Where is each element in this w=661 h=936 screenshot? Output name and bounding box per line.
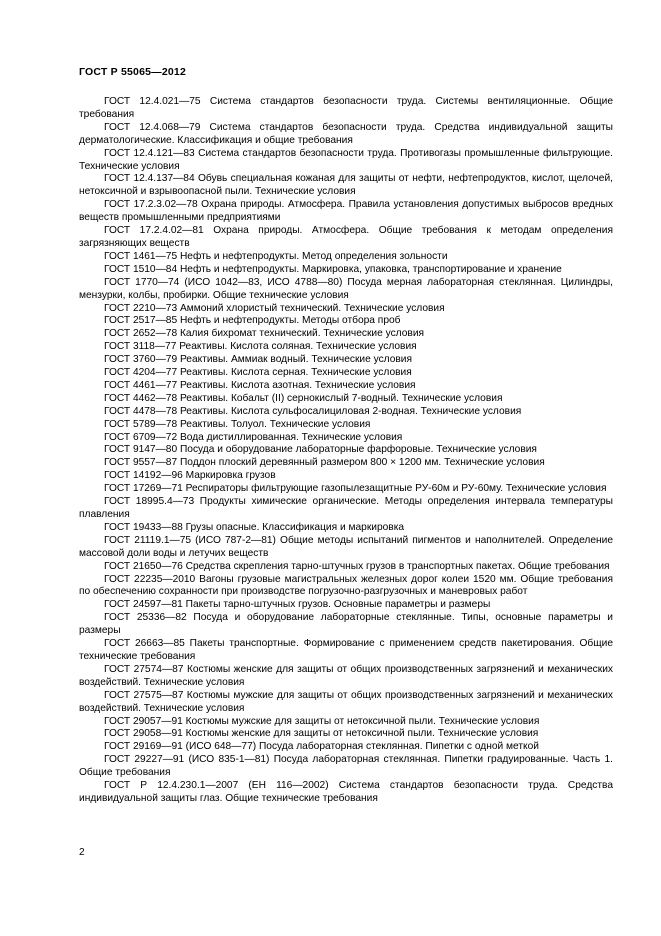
reference-entry: ГОСТ 29058—91 Костюмы женские для защиты от нетоксичной пыли. Технические условия (104, 728, 539, 740)
reference-entry: ГОСТ 21119.1—75 (ИСО 787-2—81) Общие методы испытаний пигментов и наполнителей. Определение массовой доли воды и летучих веществ (79, 534, 613, 559)
reference-entry: ГОСТ 14192—96 Маркировка грузов (104, 470, 276, 482)
reference-entry: ГОСТ 26663—85 Пакеты транспортные. Формирование с применением средств пакетирования. Общие технические требования (79, 638, 613, 662)
reference-entry: ГОСТ 1510—84 Нефть и нефтепродукты. Маркировка, упаковка, транспортирование и хранение (104, 263, 562, 275)
document-number-header: ГОСТ Р 55065—2012 (79, 66, 187, 78)
reference-entry: ГОСТ 21650—76 Средства скрепления тарно-штучных грузов в транспортных пакетах. Общие требования (104, 560, 610, 572)
normative-references-list (79, 96, 613, 806)
reference-entry: ГОСТ 12.4.068—79 Система стандартов безопасности труда. Средства индивидуальной защиты дерматологические. Классификация и общие требования (79, 121, 613, 146)
reference-entry: ГОСТ 25336—82 Посуда и оборудование лабораторные стеклянные. Типы, основные параметры и размеры (79, 612, 613, 637)
reference-entry: ГОСТ 2210—73 Аммоний хлористый технический. Технические условия (104, 302, 445, 314)
reference-entry: ГОСТ 5789—78 Реактивы. Толуол. Технические условия (104, 418, 371, 430)
reference-entry: ГОСТ 9147—80 Посуда и оборудование лабораторные фарфоровые. Технические условия (104, 444, 537, 456)
reference-entry: ГОСТ 9557—87 Поддон плоский деревянный размером 800 × 1200 мм. Технические условия (104, 457, 545, 469)
reference-entry: ГОСТ 2517—85 Нефть и нефтепродукты. Методы отбора проб (104, 315, 401, 327)
reference-entry: ГОСТ 17269—71 Респираторы фильтрующие газопылезащитные РУ-60м и РУ-60му. Технические условия (104, 483, 607, 495)
reference-entry: ГОСТ 2652—78 Калия бихромат технический. Технические условия (104, 328, 425, 340)
reference-entry: ГОСТ 17.2.3.02—78 Охрана природы. Атмосфера. Правила установления допустимых выбросов вредных веществ промышленными предприятиями (79, 199, 613, 224)
reference-entry: ГОСТ 27575—87 Костюмы мужские для защиты от общих производственных загрязнений и механических воздействий. Технические условия (79, 689, 613, 714)
reference-entry: ГОСТ 3118—77 Реактивы. Кислота соляная. Технические условия (104, 341, 417, 353)
reference-entry: ГОСТ 29227—91 (ИСО 835-1—81) Посуда лабораторная стеклянная. Пипетки градуированные. Часть 1. Общие требования (79, 754, 613, 779)
reference-entry: ГОСТ 27574—87 Костюмы женские для защиты от общих производственных загрязнений и механических воздействий. Технические условия (79, 663, 613, 688)
reference-entry: ГОСТ 4204—77 Реактивы. Кислота серная. Технические условия (104, 367, 412, 379)
reference-entry: ГОСТ 29057—91 Костюмы мужские для защиты от нетоксичной пыли. Технические условия (104, 715, 540, 727)
reference-entry: ГОСТ 29169—91 (ИСО 648—77) Посуда лабораторная стеклянная. Пипетки с одной меткой (104, 741, 539, 753)
reference-entry: ГОСТ 12.4.021—75 Система стандартов безопасности труда. Системы вентиляционные. Общие требования (79, 96, 613, 120)
reference-entry: ГОСТ 22235—2010 Вагоны грузовые магистральных железных дорог колеи 1520 мм. Общие требования по обеспечению сохранности при производстве погрузочно-разгрузочных и маневровых работ (79, 573, 613, 598)
reference-entry: ГОСТ 4461—77 Реактивы. Кислота азотная. Технические условия (104, 379, 416, 391)
page-number: 2 (79, 847, 85, 858)
reference-entry: ГОСТ 1461—75 Нефть и нефтепродукты. Метод определения зольности (104, 250, 448, 262)
reference-entry: ГОСТ 12.4.121—83 Система стандартов безопасности труда. Противогазы промышленные фильтрующие. Технические условия (79, 147, 613, 172)
reference-entry: ГОСТ Р 12.4.230.1—2007 (ЕН 116—2002) Система стандартов безопасности труда. Средства индивидуальной защиты глаз. Общие технические требования (79, 780, 613, 804)
reference-entry: ГОСТ 19433—88 Грузы опасные. Классификация и маркировка (104, 521, 405, 533)
reference-entry: ГОСТ 4462—78 Реактивы. Кобальт (II) сернокислый 7-водный. Технические условия (104, 392, 503, 404)
reference-entry: ГОСТ 24597—81 Пакеты тарно-штучных грузов. Основные параметры и размеры (104, 599, 491, 611)
reference-entry: ГОСТ 4478—78 Реактивы. Кислота сульфосалициловая 2-водная. Технические условия (104, 405, 522, 417)
reference-entry: ГОСТ 1770—74 (ИСО 1042—83, ИСО 4788—80) Посуда мерная лабораторная стеклянная. Цилиндры, мензурки, колбы, пробирки. Общие технические условия (79, 276, 613, 301)
reference-entry: ГОСТ 12.4.137—84 Обувь специальная кожаная для защиты от нефти, нефтепродуктов, кислот, щелочей, нетоксичной и взрывоопасной пыли. Технические условия (79, 173, 613, 198)
reference-entry: ГОСТ 18995.4—73 Продукты химические органические. Методы определения интервала температуры плавления (79, 496, 613, 520)
reference-entry: ГОСТ 17.2.4.02—81 Охрана природы. Атмосфера. Общие требования к методам определения загрязняющих веществ (79, 225, 613, 249)
reference-entry: ГОСТ 3760—79 Реактивы. Аммиак водный. Технические условия (104, 354, 413, 366)
reference-entry: ГОСТ 6709—72 Вода дистиллированная. Технические условия (104, 431, 403, 443)
